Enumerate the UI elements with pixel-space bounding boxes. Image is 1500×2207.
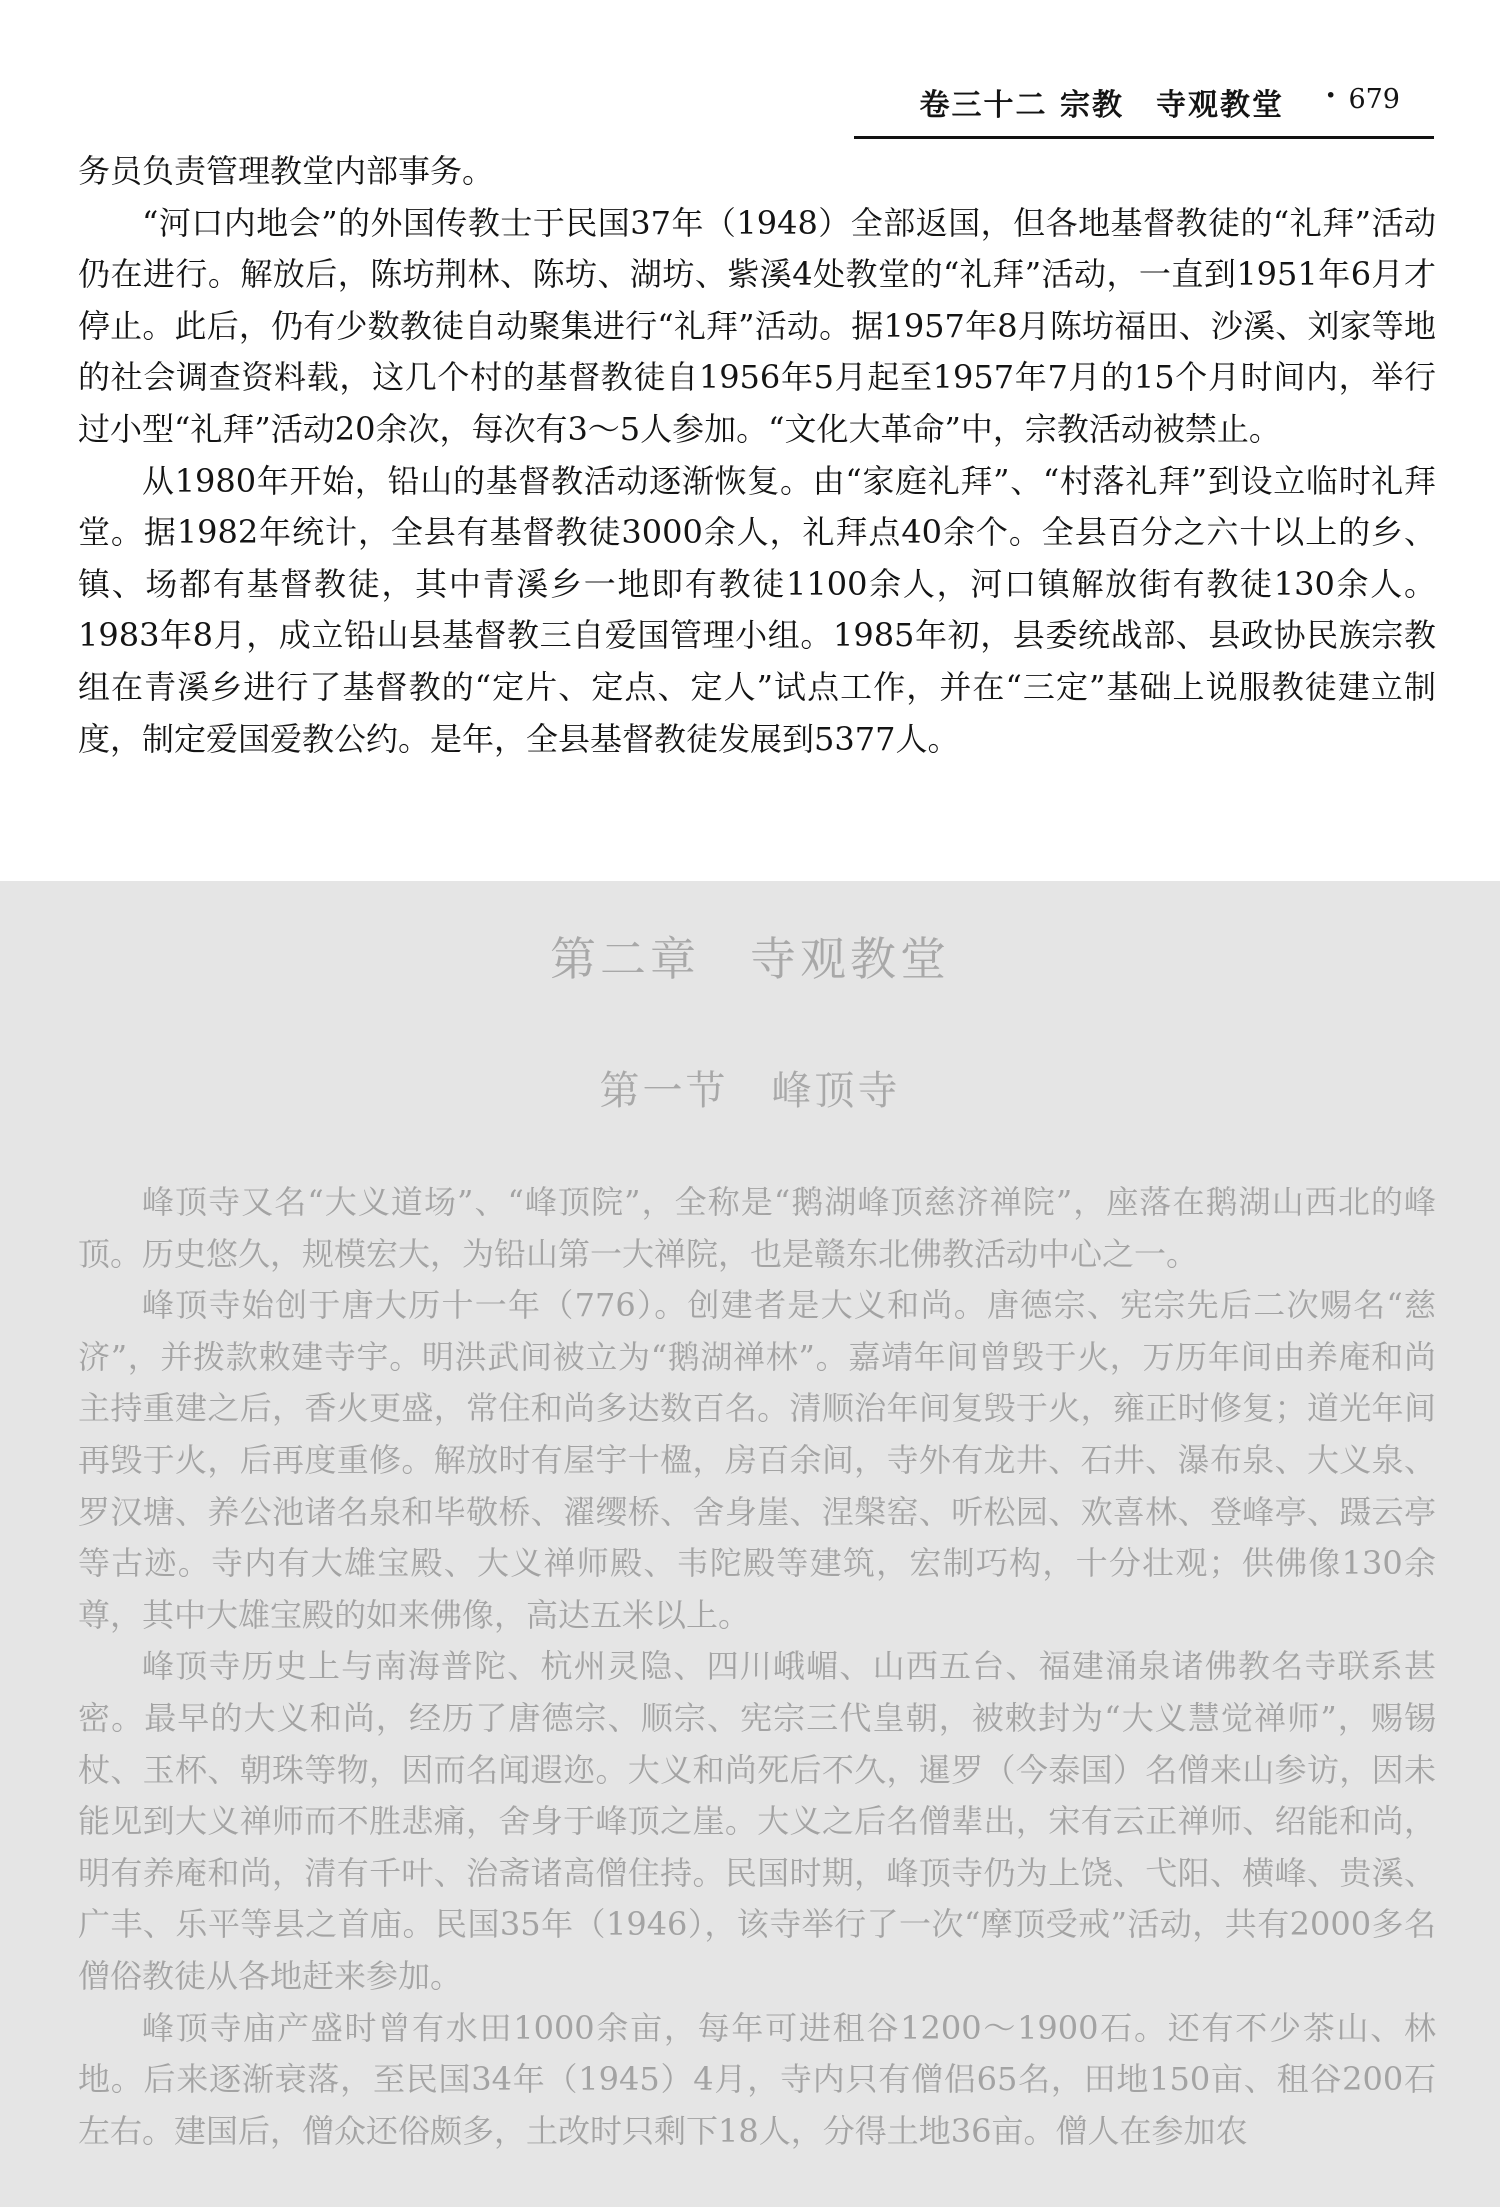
paragraph-temple-history: 峰顶寺始创于唐大历十一年（776）。创建者是大义和尚。唐德宗、宪宗先后二次赐名“慈济”，并拨款敕建寺宇。明洪武间被立为“鹅湖禅林”。嘉靖年间曾毁于火，万历年间由养庵和尚主持重建之后，香火更盛，常住和尚多达数百名。清顺治年间复毁于火，雍正时修复；道光年间再毁于火，后再度重修。解放时有屋宇十楹，房百余间，寺外有龙井、石井、瀑布泉、大义泉、罗汉塘、养公池诸名泉和毕敬桥、濯缨桥、舍身崖、涅槃窑、听松园、欢喜林、登峰亭、蹑云亭等古迹。寺内有大雄宝殿、大义禅师殿、韦陀殿等建筑，宏制巧构，十分壮观；供佛像130余尊，其中大雄宝殿的如来佛像，高达五米以上。 bbox=[78, 1286, 1436, 1634]
faded-text-region bbox=[0, 881, 1500, 2207]
chapter-title: 第二章 寺观教堂 bbox=[550, 932, 950, 986]
top-text-body bbox=[78, 146, 1436, 765]
paragraph-temple-connections: 峰顶寺历史上与南海普陀、杭州灵隐、四川峨嵋、山西五台、福建涌泉诸佛教名寺联系甚密。最早的大义和尚，经历了唐德宗、顺宗、宪宗三代皇朝，被敕封为“大义慧觉禅师”，赐锡杖、玉杯、朝珠等物，因而名闻遐迩。大义和尚死后不久，暹罗（今泰国）名僧来山参访，因未能见到大义禅师而不胜悲痛，舍身于峰顶之崖。大义之后名僧辈出，宋有云正禅师、绍能和尚，明有养庵和尚，清有千叶、治斋诸高僧住持。民国时期，峰顶寺仍为上饶、弋阳、横峰、贵溪、广丰、乐平等县之首庙。民国35年（1946），该寺举行了一次“摩顶受戒”活动，共有2000多名僧俗教徒从各地赶来参加。 bbox=[78, 1647, 1436, 1995]
paragraph-continuation: 务员负责管理教堂内部事务。 bbox=[78, 152, 495, 190]
running-header bbox=[854, 78, 1434, 139]
section-text-body bbox=[78, 1177, 1436, 2157]
header-separator-dot: · bbox=[1325, 78, 1336, 113]
header-title: 卷三十二 宗教 寺观教堂 bbox=[919, 88, 1284, 123]
paragraph-christianity-revival: 从1980年开始，铅山的基督教活动逐渐恢复。由“家庭礼拜”、“村落礼拜”到设立临时礼拜堂。据1982年统计，全县有基督教徒3000余人，礼拜点40余个。全县百分之六十以上的乡、镇、场都有基督教徒，其中青溪乡一地即有教徒1100余人，河口镇解放街有教徒130余人。1983年8月，成立铅山县基督教三自爱国管理小组。1985年初，县委统战部、县政协民族宗教组在青溪乡进行了基督教的“定片、定点、定人”试点工作，并在“三定”基础上说服教徒建立制度，制定爱国爱教公约。是年，全县基督教徒发展到5377人。 bbox=[78, 461, 1436, 758]
paragraph-inland-mission: “河口内地会”的外国传教士于民国37年（1948）全部返国，但各地基督教徒的“礼拜”活动仍在进行。解放后，陈坊荆林、陈坊、湖坊、紫溪4处教堂的“礼拜”活动，一直到1951年6月才停止。此后，仍有少数教徒自动聚集进行“礼拜”活动。据1957年8月陈坊福田、沙溪、刘家等地的社会调查资料载，这几个村的基督教徒自1956年5月起至1957年7月的15个月时间内，举行过小型“礼拜”活动20余次，每次有3～5人参加。“文化大革命”中，宗教活动被禁止。 bbox=[78, 203, 1436, 448]
page-number: 679 bbox=[1348, 84, 1400, 115]
paragraph-temple-property: 峰顶寺庙产盛时曾有水田1000余亩，每年可进租谷1200～1900石。还有不少茶山、林地。后来逐渐衰落，至民国34年（1945）4月，寺内只有僧侣65名，田地150亩、租谷200石左右。建国后，僧众还俗颇多，土改时只剩下18人，分得土地36亩。僧人在参加农 bbox=[78, 2008, 1436, 2150]
paragraph-temple-intro: 峰顶寺又名“大义道场”、“峰顶院”，全称是“鹅湖峰顶慈济禅院”，座落在鹅湖山西北的峰顶。历史悠久，规模宏大，为铅山第一大禅院，也是赣东北佛教活动中心之一。 bbox=[78, 1183, 1436, 1273]
section-title: 第一节 峰顶寺 bbox=[599, 1068, 901, 1114]
